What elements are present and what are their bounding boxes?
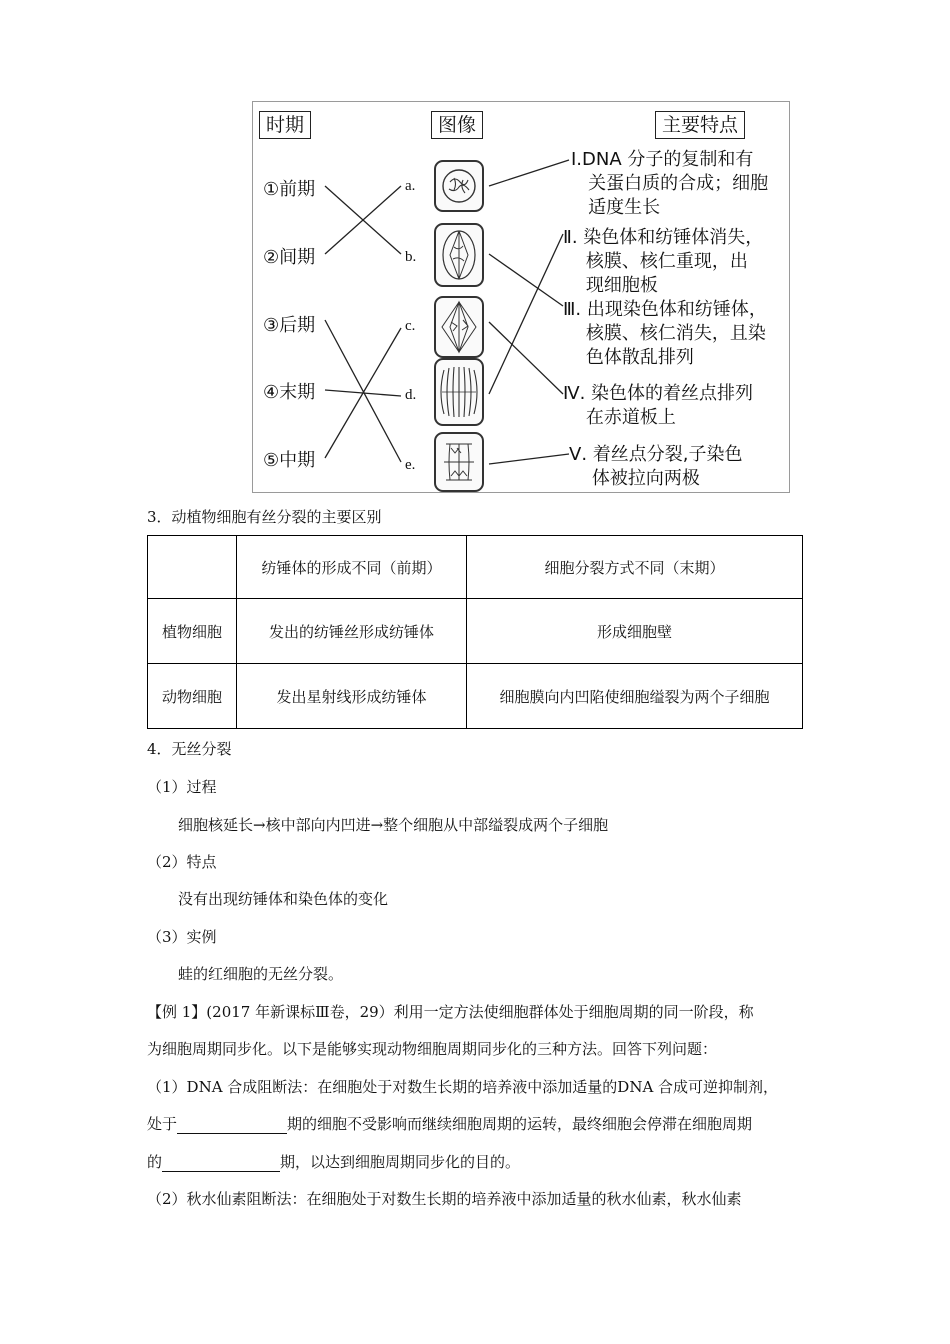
question-line-5 xyxy=(147,1151,520,1172)
header-period: 时期 xyxy=(259,111,311,139)
table-cell: 动物细胞 xyxy=(148,664,237,729)
features-text: 没有出现纺锤体和染色体的变化 xyxy=(178,890,389,908)
table-header-cell: 细胞分裂方式不同（末期） xyxy=(467,536,803,599)
answer-blank-2[interactable] xyxy=(162,1153,280,1172)
stage-telophase: ④末期 xyxy=(263,382,316,403)
comparison-table xyxy=(147,535,803,729)
table-cell: 植物细胞 xyxy=(148,599,237,664)
stage-prophase: ①前期 xyxy=(263,179,316,200)
feature-2: Ⅱ. 染色体和纺锤体消失， 核膜、核仁重现，出 现细胞板 xyxy=(563,227,764,296)
stage-anaphase: ③后期 xyxy=(263,315,316,336)
section4-heading: 4．无丝分裂 xyxy=(147,740,232,758)
table-cell: 发出星射线形成纺锤体 xyxy=(237,664,467,729)
letter-a: a. xyxy=(405,178,416,194)
letter-c: c. xyxy=(405,318,416,334)
features-label: （2）特点 xyxy=(147,853,217,871)
letter-b: b. xyxy=(405,249,417,265)
question-line-2: 为细胞周期同步化。以下是能够实现动物细胞周期同步化的三种方法。回答下列问题： xyxy=(147,1040,718,1058)
question-line-5-end: 期，以达到细胞周期同步化的目的。 xyxy=(280,1153,521,1171)
table-cell: 形成细胞壁 xyxy=(467,599,803,664)
phase-matching-diagram xyxy=(252,101,790,493)
feature-4: Ⅳ. 染色体的着丝点排列 在赤道板上 xyxy=(563,383,754,428)
table-header-cell: 纺锤体的形成不同（前期） xyxy=(237,536,467,599)
header-image: 图像 xyxy=(431,111,483,139)
section3-heading: 3．动植物细胞有丝分裂的主要区别 xyxy=(147,508,382,526)
header-features: 主要特点 xyxy=(655,111,745,139)
example-label: （3）实例 xyxy=(147,928,217,946)
letter-d: d. xyxy=(405,387,417,403)
table-row xyxy=(148,599,803,664)
connector-lines xyxy=(253,102,791,494)
question-line-5-start: 的 xyxy=(147,1153,163,1171)
feature-1: Ⅰ.DNA 分子的复制和有 关蛋白质的合成；细胞 适度生长 xyxy=(571,149,769,218)
table-cell: 发出的纺锤丝形成纺锤体 xyxy=(237,599,467,664)
feature-5: Ⅴ. 着丝点分裂,子染色 体被拉向两极 xyxy=(569,444,743,489)
stage-interphase: ②间期 xyxy=(263,247,316,268)
stage-metaphase: ⑤中期 xyxy=(263,450,316,471)
process-label: （1）过程 xyxy=(147,778,217,796)
table-row xyxy=(148,664,803,729)
question-line-6: （2）秋水仙素阻断法：在细胞处于对数生长期的培养液中添加适量的秋水仙素，秋水仙素 xyxy=(147,1190,742,1208)
process-text: 细胞核延长→核中部向内凹进→整个细胞从中部缢裂成两个子细胞 xyxy=(178,816,609,834)
table-cell: 细胞膜向内凹陷使细胞缢裂为两个子细胞 xyxy=(467,664,803,729)
question-line-3: （1）DNA 合成阻断法：在细胞处于对数生长期的培养液中添加适量的DNA 合成可逆抑制剂， xyxy=(147,1078,779,1096)
question-line-4 xyxy=(147,1113,752,1134)
table-row xyxy=(148,536,803,599)
letter-e: e. xyxy=(405,457,416,473)
table-cell xyxy=(148,536,237,599)
example-text: 蛙的红细胞的无丝分裂。 xyxy=(178,965,344,983)
question-line-4-end: 期的细胞不受影响而继续细胞周期的运转，最终细胞会停滞在细胞周期 xyxy=(287,1115,753,1133)
feature-3: Ⅲ. 出现染色体和纺锤体， 核膜、核仁消失，且染 色体散乱排列 xyxy=(563,299,767,368)
question-line-4-start: 处于 xyxy=(147,1115,178,1133)
answer-blank-1[interactable] xyxy=(177,1115,287,1134)
question-line-1: 【例 1】(2017 年新课标Ⅲ卷，29）利用一定方法使细胞群体处于细胞周期的同一阶段，称 xyxy=(147,1003,754,1021)
